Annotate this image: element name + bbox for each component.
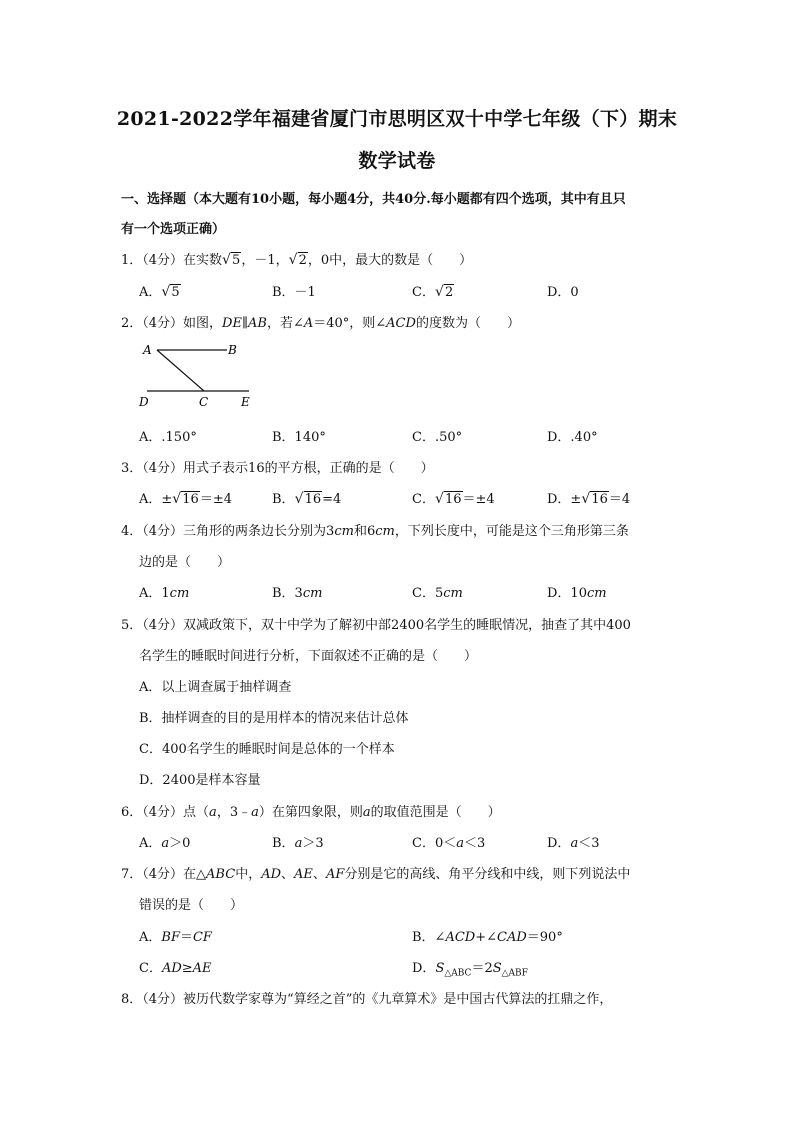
point-a-label: A [143, 343, 152, 357]
q2-option-a[interactable]: A．.150° [139, 430, 197, 445]
question-5-line2: 名学生的睡眠时间进行分析，下面叙述不正确的是（ ） [139, 649, 478, 664]
q5-option-d[interactable]: D．2400是样本容量 [139, 773, 261, 788]
q5-option-c[interactable]: C．400名学生的睡眠时间是总体的一个样本 [139, 742, 395, 757]
question-7-line2: 错误的是（ ） [139, 898, 244, 913]
q2-parallel-lines-figure [135, 338, 260, 410]
q7-option-d[interactable]: D．$S_{\triangle ABC}=2S_{\triangle ABF}$ [412, 961, 528, 979]
q1-text-pre: 1．（4分）在实数 [121, 253, 223, 268]
q4-option-d[interactable]: D．10cm [547, 586, 607, 601]
q1-sqrt-2: √ 2 [289, 253, 308, 268]
question-5: 5．（4分）双减政策下，双十中学为了解初中部2400名学生的睡眠情况，抽查了其中400 [121, 618, 631, 633]
page-title-line2: 数学试卷 [358, 150, 436, 172]
question-1 [121, 249, 472, 268]
q3-option-c[interactable]: C．√ 16＝±4 [412, 488, 495, 507]
section-heading-line2: 有一个选项正确） [121, 222, 226, 237]
q7-option-a[interactable]: A．BF＝CF [139, 930, 212, 945]
question-3: 3．（4分）用式子表示16的平方根，正确的是（ ） [121, 461, 434, 476]
page-title-line1: 2021-2022学年福建省厦门市思明区双十中学七年级（下）期末 [116, 108, 678, 130]
q2-option-d[interactable]: D．.40° [547, 430, 598, 445]
q6-option-b[interactable]: B．a＞3 [272, 836, 324, 851]
q7-option-b[interactable]: B．∠ACD+∠CAD＝90° [412, 930, 563, 945]
q6-option-a[interactable]: A．a＞0 [139, 836, 191, 851]
q2-option-b[interactable]: B．140° [272, 430, 326, 445]
question-4-line2: 边的是（ ） [139, 555, 231, 570]
q1-text-mid: ，－1， [241, 253, 289, 268]
q3-option-d[interactable]: D．±√ 16＝4 [547, 488, 630, 507]
q1-option-c[interactable]: C．√ 2 [412, 281, 454, 300]
q4-option-a[interactable]: A．1cm [139, 586, 190, 601]
point-d-label: D [139, 395, 149, 409]
q7-option-c[interactable]: C．AD≥AE [139, 961, 212, 976]
q3-option-a[interactable]: A．±√ 16＝±4 [139, 488, 232, 507]
point-b-label: B [228, 343, 237, 357]
q1-text-post: ，0中，最大的数是（ ） [307, 253, 473, 268]
q2-option-c[interactable]: C．.50° [412, 430, 463, 445]
q6-option-c[interactable]: C．0＜a＜3 [412, 836, 486, 851]
q5-option-a[interactable]: A．以上调查属于抽样调查 [139, 680, 292, 695]
q6-option-d[interactable]: D．a＜3 [547, 836, 600, 851]
q1-option-b[interactable]: B．－1 [272, 285, 316, 300]
point-c-label: C [199, 395, 209, 409]
question-7: 7．（4分）在△ABC中，AD、AE、AF分别是它的高线、角平分线和中线，则下列说法中 [121, 867, 631, 882]
point-e-label: E [241, 395, 250, 409]
q3-option-b[interactable]: B．√ 16=4 [272, 488, 341, 507]
q4-option-b[interactable]: B．3cm [272, 586, 323, 601]
question-2: 2．（4分）如图，DE∥AB，若∠A＝40°，则∠ACD的度数为（ ） [121, 316, 520, 331]
q1-option-a[interactable]: A．√ 5 [139, 281, 181, 300]
q1-option-d[interactable]: D．0 [547, 285, 579, 300]
q5-option-b[interactable]: B．抽样调查的目的是用样本的情况来估计总体 [139, 711, 409, 726]
question-6: 6．（4分）点（a，3﹣a）在第四象限，则a的取值范围是（ ） [121, 805, 501, 820]
q4-option-c[interactable]: C．5cm [412, 586, 463, 601]
line-ac [157, 350, 204, 391]
section-heading-line1: 一、选择题（本大题有10小题，每小题4分，共40分.每小题都有四个选项，其中有且只 [121, 192, 626, 207]
question-4: 4．（4分）三角形的两条边长分别为3cm和6cm，下列长度中，可能是这个三角形第三条 [121, 524, 629, 539]
question-8: 8．（4分）被历代数学家尊为“算经之首”的《九章算术》是中国古代算法的扛鼎之作， [121, 992, 613, 1007]
q1-sqrt-1: √ 5 [222, 253, 241, 268]
